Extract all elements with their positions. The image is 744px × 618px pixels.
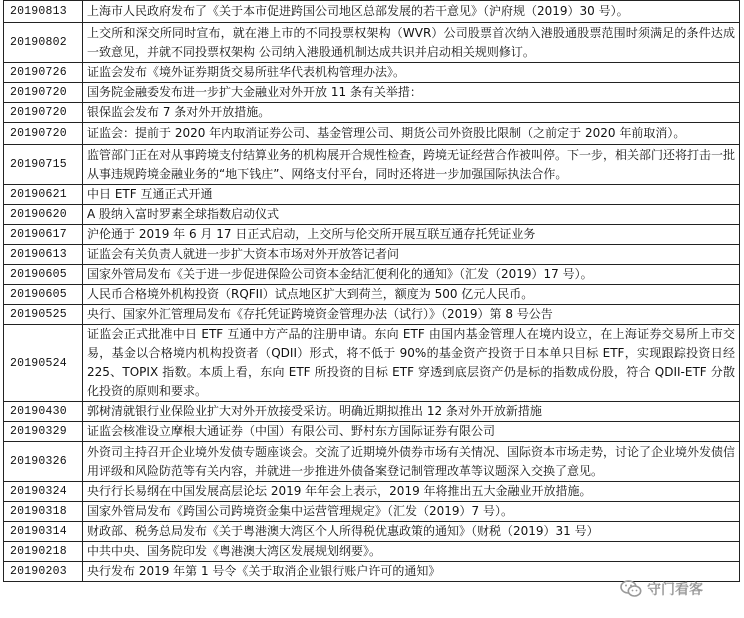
row-date: 20190318 [4,502,83,522]
row-date: 20190720 [4,103,83,123]
table-row [4,23,740,63]
table-row [4,502,740,522]
row-event-text: 中共中央、国务院印发《粤港澳大湾区发展规划纲要》。 [83,542,740,562]
table-row [4,265,740,285]
row-date: 20190720 [4,123,83,145]
row-date: 20190720 [4,83,83,103]
row-event-text: 中日 ETF 互通正式开通 [83,185,740,205]
row-event-text: 央行发布 2019 年第 1 号令《关于取消企业银行账户许可的通知》 [83,562,740,582]
row-date: 20190613 [4,245,83,265]
row-event-text: 国务院金融委发布进一步扩大金融业对外开放 11 条有关举措： [83,83,740,103]
row-date: 20190314 [4,522,83,542]
row-date: 20190605 [4,265,83,285]
table-row [4,123,740,145]
table-row [4,305,740,325]
table-row [4,422,740,442]
events-table-body [4,1,740,582]
row-event-text: 人民币合格境外机构投资（RQFII）试点地区扩大到荷兰，额度为 500 亿元人民币。 [83,285,740,305]
row-date: 20190715 [4,145,83,185]
row-event-text: 上交所和深交所同时宣布，就在港上市的不同投票权架构（WVR）公司股票首次纳入港股通股票范围时须满足的条件达成一致意见，并就不同投票权架构 公司纳入港股通机制达成共识并启动相关规则修订。 [83,23,740,63]
row-date: 20190726 [4,63,83,83]
table-row [4,245,740,265]
watermark [620,578,736,600]
row-event-text: 外资司主持召开企业境外发债专题座谈会。交流了近期境外债券市场有关情况、国际资本市场走势，讨论了企业境外发债信用评级和风险防范等有关内容，并就进一步推进外债备案登记制管理改革等议题深入交换了意见。 [83,442,740,482]
row-event-text: 财政部、税务总局发布《关于粤港澳大湾区个人所得税优惠政策的通知》（财税（2019）31 号） [83,522,740,542]
table-row [4,442,740,482]
row-event-text: 证监会有关负责人就进一步扩大资本市场对外开放答记者问 [83,245,740,265]
row-event-text: A 股纳入富时罗素全球指数启动仪式 [83,205,740,225]
table-row [4,103,740,123]
table-row [4,225,740,245]
table-row [4,522,740,542]
row-date: 20190326 [4,442,83,482]
table-row [4,83,740,103]
table-row [4,542,740,562]
row-event-text: 银保监会发布 7 条对外开放措施。 [83,103,740,123]
row-event-text: 证监会：提前于 2020 年内取消证券公司、基金管理公司、期货公司外资股比限制（之前定于 2020 年前取消）。 [83,123,740,145]
row-event-text: 央行行长易纲在中国发展高层论坛 2019 年年会上表示，2019 年将推出五大金融业开放措施。 [83,482,740,502]
row-event-text: 国家外管局发布《关于进一步促进保险公司资本金结汇便利化的通知》（汇发（2019）17 号）。 [83,265,740,285]
row-event-text: 证监会发布《境外证券期货交易所驻华代表机构管理办法》。 [83,63,740,83]
row-date: 20190620 [4,205,83,225]
watermark-text: 守门看客 [647,582,703,598]
table-row [4,145,740,185]
row-date: 20190525 [4,305,83,325]
row-date: 20190617 [4,225,83,245]
row-date: 20190324 [4,482,83,502]
events-table [3,0,740,582]
row-event-text: 沪伦通于 2019 年 6 月 17 日正式启动，上交所与伦交所开展互联互通存托凭证业务 [83,225,740,245]
table-row [4,1,740,23]
row-date: 20190430 [4,402,83,422]
row-date: 20190802 [4,23,83,63]
table-row [4,185,740,205]
row-event-text: 证监会正式批准中日 ETF 互通中方产品的注册申请。东向 ETF 由国内基金管理人在境内设立，在上海证券交易所上市交易，基金以合格境内机构投资者（QDII）形式，将不低于 90%的基金资产投资于日本单只目标 ETF，实现跟踪投资日经 225、TOPIX 指数。本质上看，东向 ETF 所投资的目标 ETF 穿透到底层资产仍是标的指数成份股，符合 QDII-ETF 分散化投资的原则和要求。 [83,325,740,402]
row-event-text: 央行、国家外汇管理局发布《存托凭证跨境资金管理办法（试行）》（2019）第 8 号公告 [83,305,740,325]
table-row [4,63,740,83]
row-date: 20190813 [4,1,83,23]
row-event-text: 国家外管局发布《跨国公司跨境资金集中运营管理规定》（汇发（2019）7 号）。 [83,502,740,522]
row-date: 20190218 [4,542,83,562]
row-date: 20190621 [4,185,83,205]
row-date: 20190203 [4,562,83,582]
row-date: 20190524 [4,325,83,402]
wechat-logo-icon [620,580,642,598]
row-date: 20190605 [4,285,83,305]
row-event-text: 证监会核准设立摩根大通证券（中国）有限公司、野村东方国际证券有限公司 [83,422,740,442]
table-row [4,482,740,502]
table-row [4,325,740,402]
table-row [4,205,740,225]
table-row [4,285,740,305]
table-row [4,402,740,422]
row-event-text: 上海市人民政府发布了《关于本市促进跨国公司地区总部发展的若干意见》（沪府规（2019）30 号）。 [83,1,740,23]
row-event-text: 监管部门正在对从事跨境支付结算业务的机构展开合规性检查，跨境无证经营合作被叫停。下一步，相关部门还将打击一批从事违规跨境金融业务的“地下钱庄”、网络支付平台，同时还将进一步加强国际执法合作。 [83,145,740,185]
row-date: 20190329 [4,422,83,442]
row-event-text: 郭树清就银行业保险业扩大对外开放接受采访。明确近期拟推出 12 条对外开放新措施 [83,402,740,422]
